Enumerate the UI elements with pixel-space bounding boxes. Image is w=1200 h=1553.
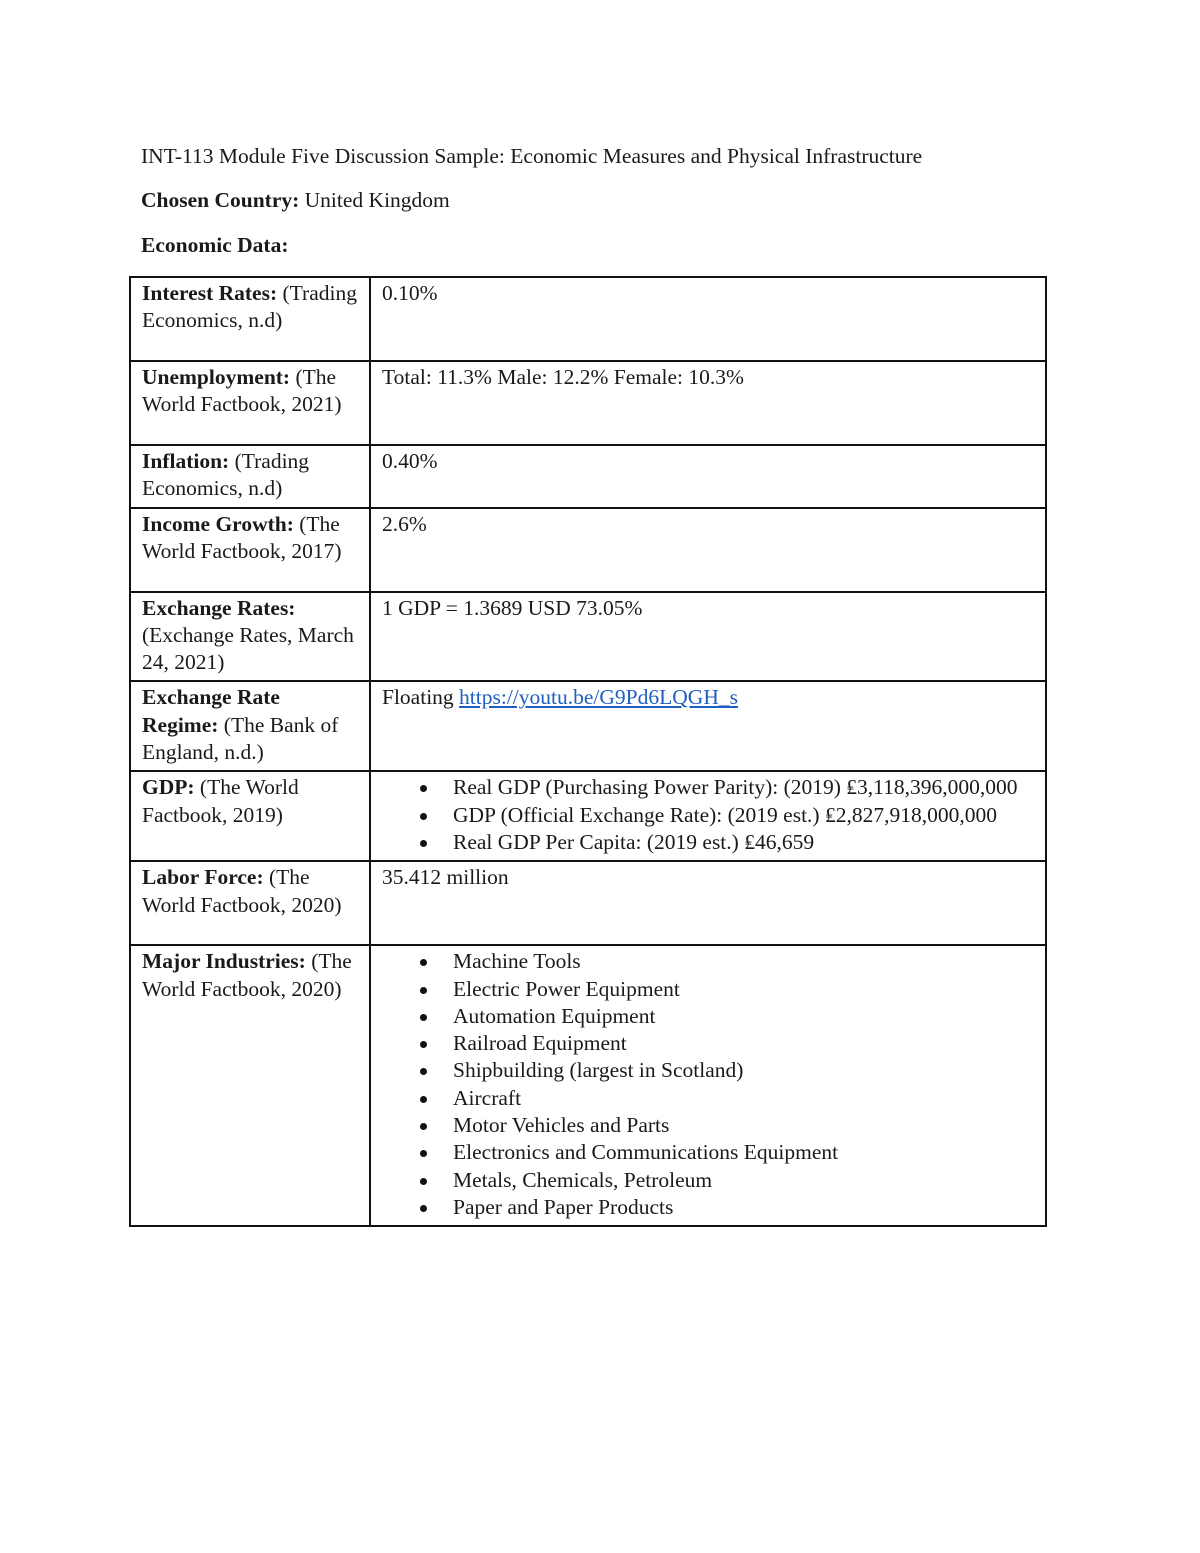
interest-rates-label: Interest Rates: bbox=[142, 281, 278, 305]
chosen-country-label: Chosen Country: bbox=[141, 188, 300, 212]
table-row-inflation bbox=[130, 445, 1046, 508]
list-item: Machine Tools bbox=[382, 948, 1035, 975]
unemployment-source: (The World Factbook, 2021) bbox=[142, 365, 342, 417]
table-row-income-growth bbox=[130, 508, 1046, 592]
industries-list bbox=[382, 948, 1035, 1221]
gdp-label-cell bbox=[130, 771, 370, 861]
income-growth-label: Income Growth: bbox=[142, 511, 294, 536]
list-item: GDP (Official Exchange Rate): (2019 est.) ₤2,827,918,000,000 bbox=[382, 802, 1035, 829]
exchange-rate-regime-label: Exchange Rate Regime: bbox=[142, 685, 280, 737]
exchange-rate-regime-source: (The Bank of England, n.d.) bbox=[142, 712, 339, 765]
economic-data-table bbox=[129, 276, 1047, 1227]
exchange-rates-value: 1 GDP = 1.3689 USD 73.05% bbox=[370, 592, 1046, 682]
unemployment-label-cell bbox=[130, 361, 370, 445]
exchange-rate-regime-label-cell bbox=[130, 681, 370, 771]
list-item: Motor Vehicles and Parts bbox=[382, 1112, 1035, 1139]
gdp-list bbox=[382, 774, 1035, 856]
table-row-gdp bbox=[130, 771, 1046, 861]
income-growth-value: 2.6% bbox=[370, 508, 1046, 592]
inflation-label: Inflation: bbox=[142, 449, 230, 473]
interest-rates-source: (Trading Economics, n.d) bbox=[142, 281, 357, 333]
interest-rates-label-cell bbox=[130, 277, 370, 361]
table-row-labor-force bbox=[130, 861, 1046, 945]
list-item: Real GDP Per Capita: (2019 est.) ₤46,659 bbox=[382, 829, 1035, 856]
list-item: Metals, Chemicals, Petroleum bbox=[382, 1167, 1035, 1194]
table-row-interest-rates bbox=[130, 277, 1046, 361]
major-industries-label-cell bbox=[130, 945, 370, 1226]
gdp-source: (The World Factbook, 2019) bbox=[142, 775, 299, 827]
gdp-label: GDP: bbox=[142, 775, 195, 800]
unemployment-label: Unemployment: bbox=[142, 365, 291, 389]
inflation-source: (Trading Economics, n.d) bbox=[142, 449, 310, 501]
list-item: Electric Power Equipment bbox=[382, 976, 1035, 1003]
unemployment-value: Total: 11.3% Male: 12.2% Female: 10.3% bbox=[370, 361, 1046, 445]
table-row-exchange-rate-regime bbox=[130, 681, 1046, 771]
gdp-values-cell bbox=[370, 771, 1046, 861]
major-industries-label: Major Industries: bbox=[142, 949, 306, 974]
list-item: Railroad Equipment bbox=[382, 1030, 1035, 1057]
table-row-exchange-rates bbox=[130, 592, 1046, 682]
document-title: INT-113 Module Five Discussion Sample: Economic Measures and Physical Infrastructure bbox=[141, 144, 923, 168]
list-item: Shipbuilding (largest in Scotland) bbox=[382, 1057, 1035, 1084]
income-growth-label-cell bbox=[130, 508, 370, 592]
economic-data-heading: Economic Data: bbox=[141, 233, 289, 257]
list-item: Automation Equipment bbox=[382, 1003, 1035, 1030]
inflation-value: 0.40% bbox=[370, 445, 1046, 508]
list-item: Paper and Paper Products bbox=[382, 1194, 1035, 1221]
exchange-rates-label: Exchange Rates: bbox=[142, 595, 296, 620]
list-item: Real GDP (Purchasing Power Parity): (2019) ₤3,118,396,000,000 bbox=[382, 774, 1035, 801]
inflation-label-cell bbox=[130, 445, 370, 508]
exchange-rates-label-cell bbox=[130, 592, 370, 682]
labor-force-source: (The World Factbook, 2020) bbox=[142, 865, 342, 917]
table-row-major-industries bbox=[130, 945, 1046, 1226]
list-item: Aircraft bbox=[382, 1085, 1035, 1112]
exchange-rate-regime-value: Floating bbox=[382, 685, 460, 710]
exchange-rates-source: (Exchange Rates, March 24, 2021) bbox=[142, 622, 354, 675]
labor-force-label: Labor Force: bbox=[142, 865, 264, 890]
labor-force-label-cell bbox=[130, 861, 370, 945]
list-item: Electronics and Communications Equipment bbox=[382, 1139, 1035, 1166]
income-growth-source: (The World Factbook, 2017) bbox=[142, 511, 342, 563]
major-industries-values-cell bbox=[370, 945, 1046, 1226]
chosen-country-line bbox=[141, 185, 450, 215]
chosen-country-value: United Kingdom bbox=[299, 188, 450, 212]
video-link[interactable]: https://youtu.be/G9Pd6LQGH_s bbox=[459, 685, 738, 710]
labor-force-value: 35.412 million bbox=[370, 861, 1046, 945]
exchange-rate-regime-value-cell bbox=[370, 681, 1046, 771]
interest-rates-value: 0.10% bbox=[370, 277, 1046, 361]
major-industries-source: (The World Factbook, 2020) bbox=[142, 949, 352, 1001]
table-row-unemployment bbox=[130, 361, 1046, 445]
